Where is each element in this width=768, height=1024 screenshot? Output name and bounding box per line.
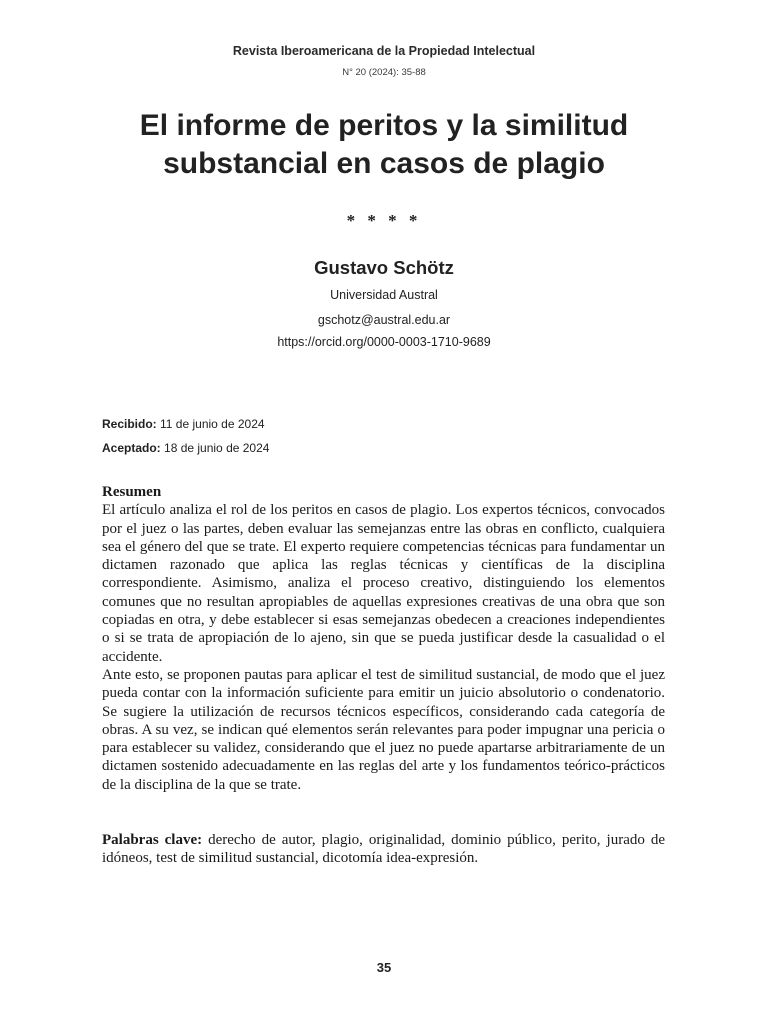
section-separator: * * * * bbox=[346, 211, 422, 230]
author-name: Gustavo Schötz bbox=[314, 257, 454, 278]
keywords-label: Palabras clave: bbox=[102, 832, 203, 848]
abstract bbox=[102, 483, 665, 794]
accepted-label: Aceptado: bbox=[102, 441, 161, 455]
page-number: 35 bbox=[376, 960, 392, 975]
author-email: gschotz@austral.edu.ar bbox=[317, 313, 451, 327]
keywords-value: derecho de autor, plagio, originalidad, dominio público, perito, jurado de idóneos, test de similitud sustancial, dicotomía idea-expresión. bbox=[102, 832, 666, 867]
abstract-paragraph-2: Ante esto, se proponen pautas para aplicar el test de similitud sustancial, de modo que el juez pueda contar con la información suficiente para emitir un juicio absolutorio o condenatorio. Se sugiere la utilización de recursos técnicos específicos, considerando cada categoría de obras. A su vez, se indican qué elementos serán relevantes para poder impugnar una pericia o para establecer su validez, considerando que el juez no puede apartarse arbitrariamente de un dictamen sostenido adecuadamente en las reglas del arte y los fundamentos teórico-prácticos de la disciplina de la que se trate. bbox=[102, 666, 665, 793]
article-title-line-1: El informe de peritos y la similitud bbox=[139, 109, 629, 142]
article-title-line-2: substancial en casos de plagio bbox=[163, 147, 605, 180]
issue-info: N° 20 (2024): 35-88 bbox=[342, 67, 426, 78]
article-title bbox=[60, 107, 708, 183]
journal-name: Revista Iberoamericana de la Propiedad Intelectual bbox=[232, 44, 536, 58]
author-affiliation: Universidad Austral bbox=[330, 288, 438, 302]
accepted-date bbox=[102, 441, 269, 455]
received-date bbox=[102, 417, 265, 431]
accepted-value: 18 de junio de 2024 bbox=[164, 441, 270, 455]
abstract-heading: Resumen bbox=[102, 484, 162, 500]
received-label: Recibido: bbox=[102, 417, 157, 431]
received-value: 11 de junio de 2024 bbox=[160, 417, 265, 431]
keywords bbox=[102, 831, 665, 868]
author-orcid: https://orcid.org/0000-0003-1710-9689 bbox=[277, 335, 491, 349]
abstract-paragraph-1: El artículo analiza el rol de los peritos en casos de plagio. Los expertos técnicos, convocados por el juez o las partes, deben evaluar las semejanzas entre las obras en conflicto, cualquiera sea el género del que se trate. El experto requiere competencias técnicas para fundamentar un dictamen razonado que aplica las reglas técnicas y científicas de la disciplina correspondiente. Asimismo, analiza el proceso creativo, distinguiendo los elementos comunes que no resultan apropiables de aquellas expresiones creativas de una obra que son copiadas en otra, y debe establecer si esas semejanzas obedecen a creaciones independientes o si se trata de apropiación de lo ajeno, sin que se pueda justificar desde la casualidad o el accidente. bbox=[102, 502, 665, 665]
